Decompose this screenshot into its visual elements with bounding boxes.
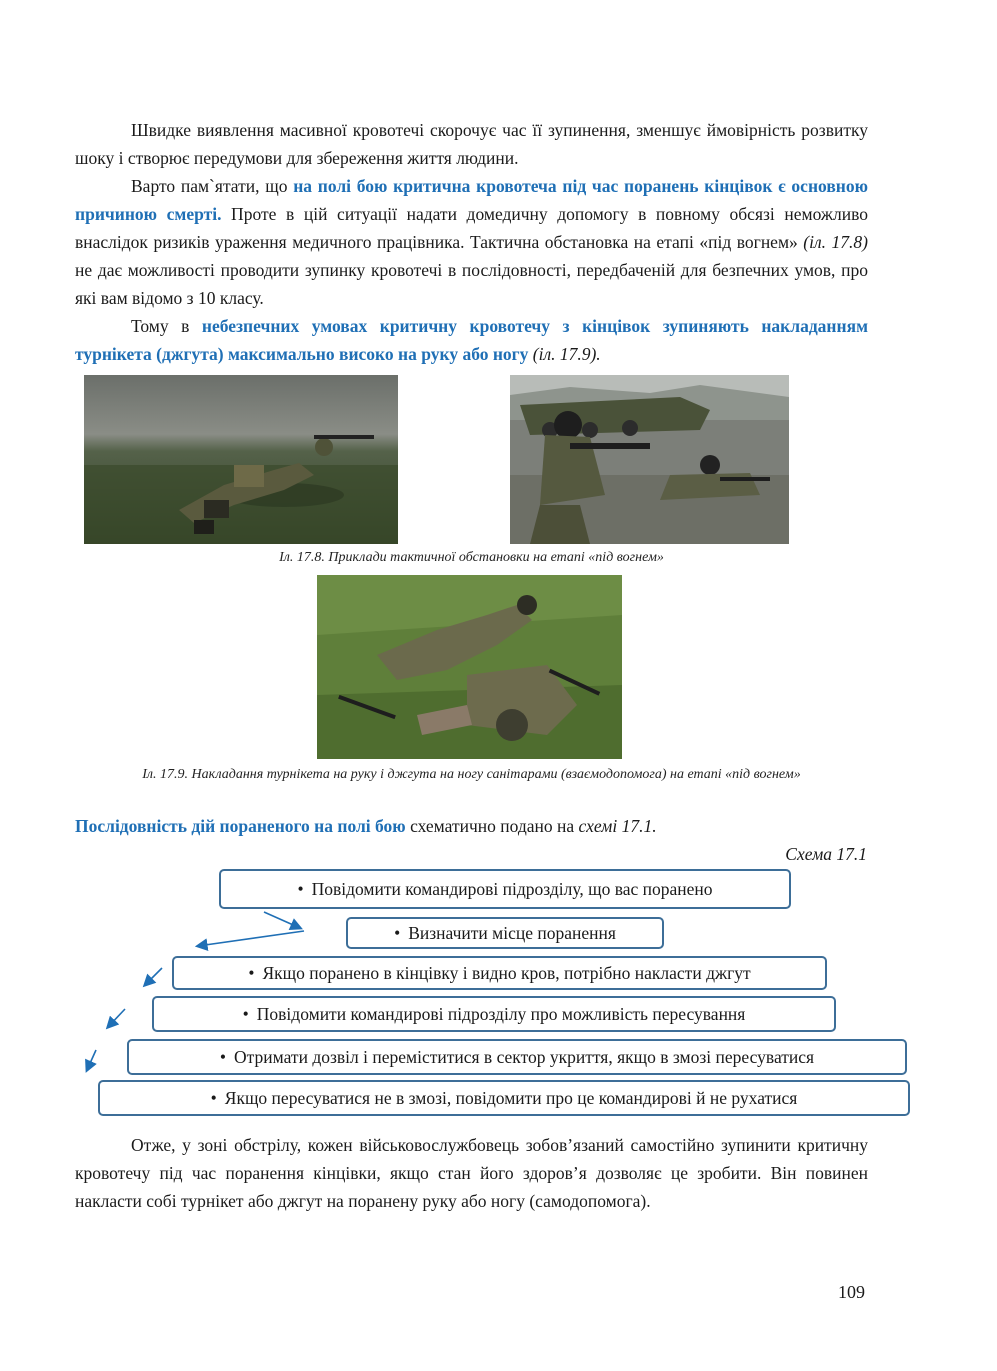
arrow-icon [198,931,304,946]
bullet-icon: • [297,879,304,899]
paragraph-5: Отже, у зоні обстрілу, кожен військовослужбовець зобов’язаний самостійно зупинити критичну кровотечу під час поранення кінцівки, якщо стан його здоров’я дозволяє це зробити. Він повинен накласти собі турнікет або джгут на поранену руку або ногу (самодопомога). [75,1135,868,1211]
schema-step-label: Повідомити командирові підрозділу, що вас поранено [311,879,713,899]
schema-step-label: Визначити місце поранення [408,923,616,943]
page-number: 109 [838,1282,865,1302]
arrow-icon [145,968,162,985]
paragraph-3-text-a: Тому в [131,316,202,336]
arrow-icon [264,912,300,928]
paragraph-2-text-e: не дає можливості проводити зупинку кровотечі в послідовності, передбаченій для безпечних умов, про які вам відомо з 10 класу. [75,260,868,308]
arrow-icon [108,1009,125,1027]
figure-ref-17-8: (іл. 17.8) [797,232,868,252]
schema-label: Схема 17.1 [785,844,867,864]
figure-ref-17-9: (іл. 17.9). [528,344,601,364]
schema-step-label: Якщо пересуватися не в змозі, повідомити про це командирові й не рухатися [224,1088,798,1108]
figure-caption-17-9: Іл. 17.9. Накладання турнікета на руку і джгута на ногу санітарами (взаємодопомога) на етапі «під вогнем» [142,767,801,782]
bullet-icon: • [242,1004,249,1024]
paragraph-3-highlight: небезпечних умовах критичну кровотечу з кінцівок зупиняють накладанням турнікета (джгута) максимально високо на руку або ногу [75,316,868,364]
paragraph-2-text-a: Варто пам`ятати, що [131,176,294,196]
schema-step-label: Повідомити командирові підрозділу про можливість пересування [256,1004,746,1024]
paragraph-2-highlight: на полі бою критична кровотеча під час поранень кінцівок є основною причиною смерті. [75,176,868,224]
schema-step-label: Отримати дозвіл і переміститися в сектор укриття, якщо в змозі пересуватися [234,1047,815,1067]
bullet-icon: • [210,1088,217,1108]
bullet-icon: • [394,923,401,943]
paragraph-4-highlight: Послідовність дій пораненого на полі бою [75,816,406,836]
paragraph-1: Швидке виявлення масивної кровотечі скорочує час її зупинення, зменшує ймовірність розвитку шоку і створює передумови для збереження життя людини. [75,120,868,168]
arrow-icon [87,1050,96,1070]
paragraph-2-text-c: Проте в цій ситуації надати домедичну допомогу в повному обсязі неможливо внаслідок ризиків ураження медичного працівника. Тактична обстановка на етапі «під вогнем» [75,204,868,252]
bullet-icon: • [248,963,255,983]
paragraph-4-text-b: схематично подано на [405,816,579,836]
schema-step-label: Якщо поранено в кінцівку і видно кров, потрібно накласти джгут [262,963,751,983]
bullet-icon: • [219,1047,227,1067]
figure-caption-17-8: Іл. 17.8. Приклади тактичної обстановки на етапі «під вогнем» [279,550,664,565]
schema-ref-17-1: схемі 17.1. [578,816,657,836]
